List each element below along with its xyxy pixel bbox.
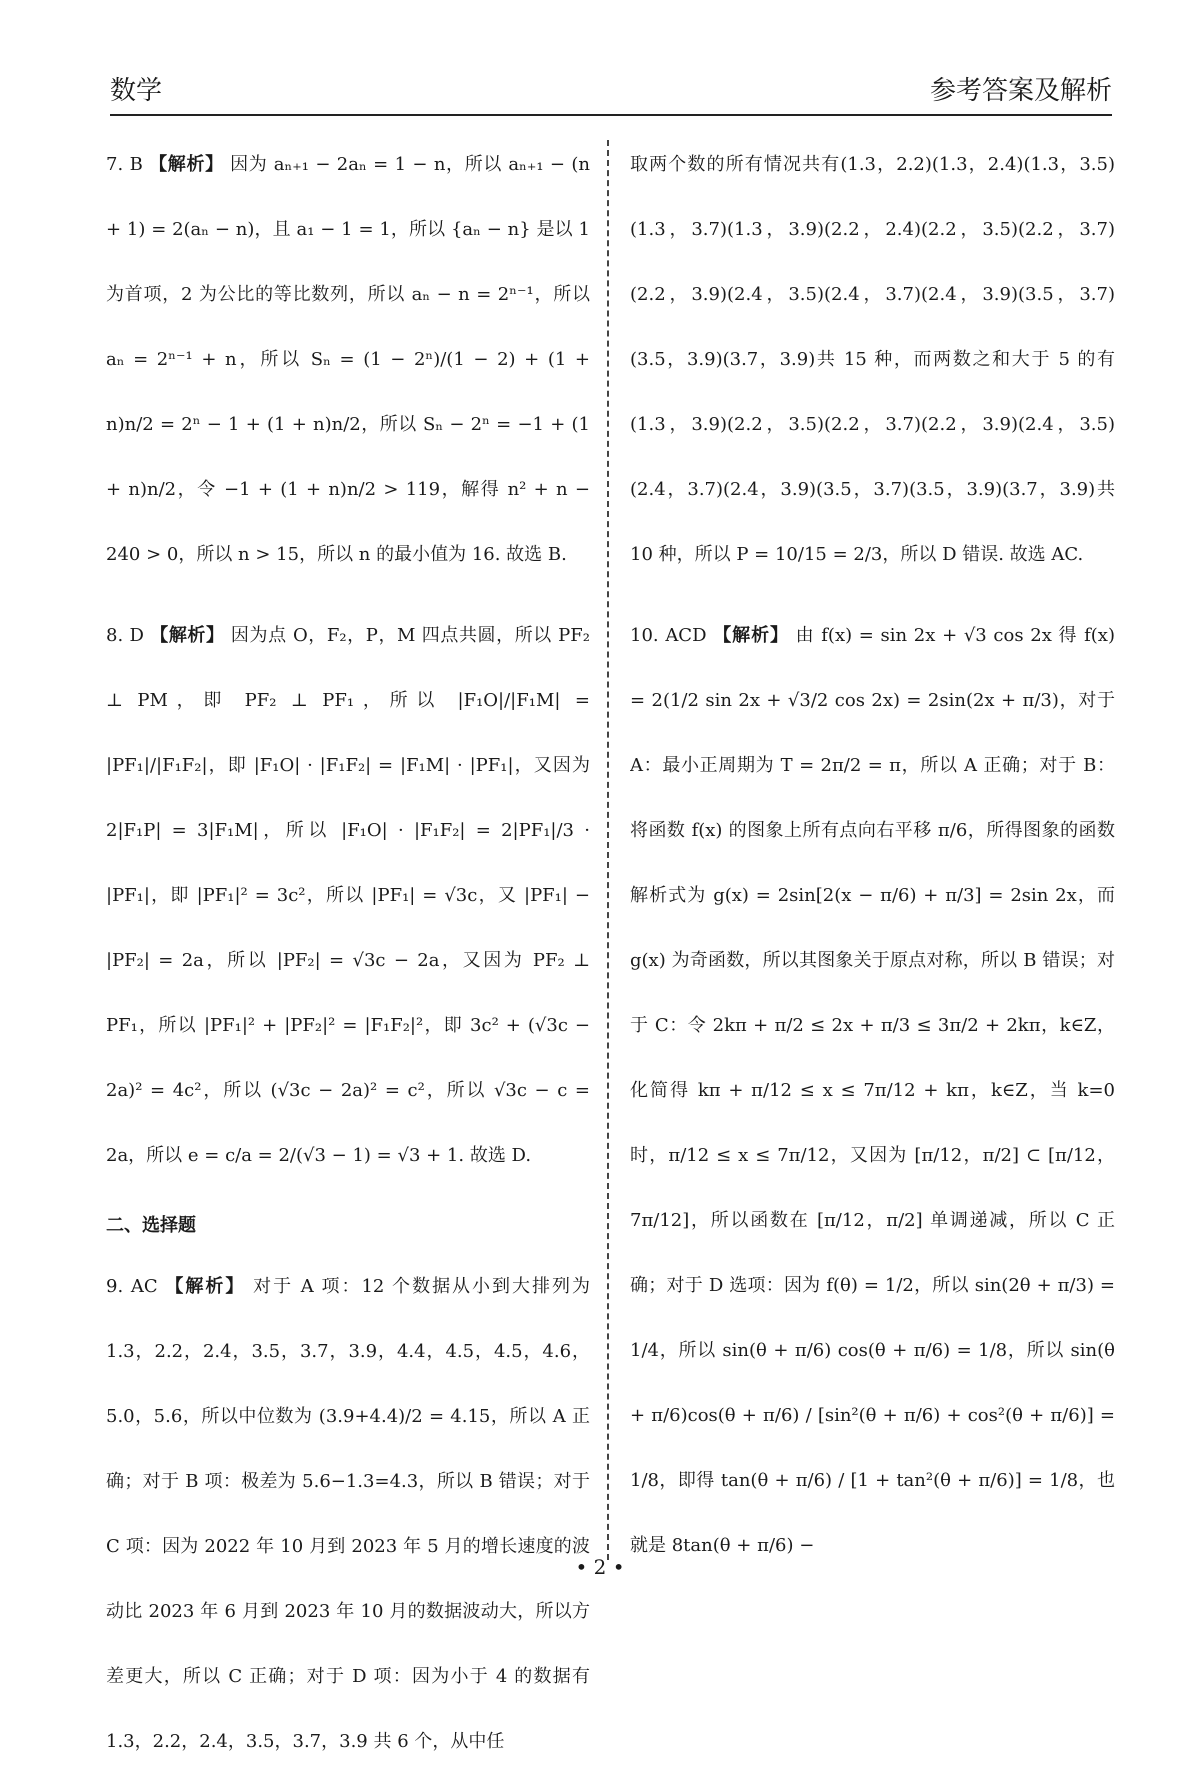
problem-answer: B [129, 154, 143, 175]
problem-9 [106, 1254, 590, 1774]
problem-text: 因为 aₙ₊₁ − 2aₙ = 1 − n，所以 aₙ₊₁ − (n + 1) = 2(aₙ − n)，且 a₁ − 1 = 1，所以 {aₙ − n} 是以 1 为首项，2 为公比的等比数列，所以 aₙ − n = 2ⁿ⁻¹，所以 aₙ = 2ⁿ⁻¹ + n，所以 Sₙ = (1 − 2ⁿ)/(1 − 2) + (1 + n)n/2 = 2ⁿ − 1 + (1 + n)n/2，所以 Sₙ − 2ⁿ = −1 + (1 + n)n/2，令 −1 + (1 + n)n/2 > 119，解得 n² + n − 240 > 0，所以 n > 15，所以 n 的最小值为 16. 故选 B. [106, 154, 590, 565]
header-rule [110, 114, 1112, 116]
problem-8 [106, 603, 590, 1188]
header-title: 参考答案及解析 [929, 76, 1112, 106]
column-divider [607, 140, 609, 1560]
problem-number: 7. [106, 154, 124, 175]
problem-text: 由 f(x) = sin 2x + √3 cos 2x 得 f(x) = 2(1/2 sin 2x + √3/2 cos 2x) = 2sin(2x + π/3)，对于 A：最小正周期为 T = 2π/2 = π，所以 A 正确；对于 B：将函数 f(x) 的图象上所有点向右平移 π/6，所得图象的函数解析式为 g(x) = 2sin[2(x − π/6) + π/3] = 2sin 2x，而 g(x) 为奇函数，所以其图象关于原点对称，所以 B 错误；对于 C：令 2kπ + π/2 ≤ 2x + π/3 ≤ 3π/2 + 2kπ，k∈Z，化简得 kπ + π/12 ≤ x ≤ 7π/12 + kπ，k∈Z，当 k=0 时，π/12 ≤ x ≤ 7π/12，又因为 [π/12，π/2] ⊂ [π/12，7π/12]，所以函数在 [π/12，π/2] 单调递减，所以 C 正确；对于 D 选项：因为 f(θ) = 1/2，所以 sin(2θ + π/3) = 1/4，所以 sin(θ + π/6) cos(θ + π/6) = 1/8，所以 sin(θ + π/6)cos(θ + π/6) / [sin²(θ + π/6) + cos²(θ + π/6)] = 1/8，即得 tan(θ + π/6) / [1 + tan²(θ + π/6)] = 1/8，也就是 8tan(θ + π/6) − [630, 625, 1115, 1556]
problem-7 [106, 132, 590, 587]
analysis-tag: 【解析】 [713, 625, 789, 646]
problem-number: 9. [106, 1276, 124, 1297]
analysis-tag: 【解析】 [165, 1276, 246, 1297]
problem-number: 10. [630, 625, 659, 646]
problem-answer: ACD [665, 625, 707, 646]
section-heading: 二、选择题 [106, 1215, 196, 1236]
page-number: • 2 • [575, 1555, 625, 1579]
problem-answer: AC [130, 1276, 158, 1297]
left-column [106, 132, 590, 1790]
subject-label: 数学 [110, 76, 163, 106]
analysis-tag: 【解析】 [149, 154, 224, 175]
analysis-tag: 【解析】 [150, 625, 225, 646]
problem-9-continued: 取两个数的所有情况共有(1.3，2.2)(1.3，2.4)(1.3，3.5)(1.3，3.7)(1.3，3.9)(2.2，2.4)(2.2，3.5)(2.2，3.7)(2.2，3.9)(2.4，3.5)(2.4，3.7)(2.4，3.9)(3.5，3.7)(3.5，3.9)(3.7，3.9)共 15 种，而两数之和大于 5 的有(1.3，3.9)(2.2，3.5)(2.2，3.7)(2.2，3.9)(2.4，3.5)(2.4，3.7)(2.4，3.9)(3.5，3.7)(3.5，3.9)(3.7，3.9)共 10 种，所以 P = 10/15 = 2/3，所以 D 错误. 故选 AC. [630, 154, 1115, 565]
problem-number: 8. [106, 625, 124, 646]
page-header [110, 70, 1112, 110]
problem-answer: D [129, 625, 144, 646]
problem-text: 因为点 O，F₂，P，M 四点共圆，所以 PF₂ ⊥ PM，即 PF₂ ⊥ PF₁，所以 |F₁O|/|F₁M| = |PF₁|/|F₁F₂|，即 |F₁O| · |F₁F₂| = |F₁M| · |PF₁|，又因为 2|F₁P| = 3|F₁M|，所以 |F₁O| · |F₁F₂| = 2|PF₁|/3 · |PF₁|，即 |PF₁|² = 3c²，所以 |PF₁| = √3c，又 |PF₁| − |PF₂| = 2a，所以 |PF₂| = √3c − 2a，又因为 PF₂ ⊥ PF₁，所以 |PF₁|² + |PF₂|² = |F₁F₂|²，即 3c² + (√3c − 2a)² = 4c²，所以 (√3c − 2a)² = c²，所以 √3c − c = 2a，所以 e = c/a = 2/(√3 − 1) = √3 + 1. 故选 D. [106, 625, 590, 1166]
problem-10 [630, 603, 1115, 1578]
problem-text: 对于 A 项：12 个数据从小到大排列为 1.3，2.2，2.4，3.5，3.7，3.9，4.4，4.5，4.5，4.6，5.0，5.6，所以中位数为 (3.9+4.4)/2 = 4.15，所以 A 正确；对于 B 项：极差为 5.6−1.3=4.3，所以 B 错误；对于 C 项：因为 2022 年 10 月到 2023 年 5 月的增长速度的波动比 2023 年 6 月到 2023 年 10 月的数据波动大，所以方差更大，所以 C 正确；对于 D 项：因为小于 4 的数据有 1.3，2.2，2.4，3.5，3.7，3.9 共 6 个，从中任 [106, 1276, 590, 1752]
right-column [630, 132, 1115, 1594]
